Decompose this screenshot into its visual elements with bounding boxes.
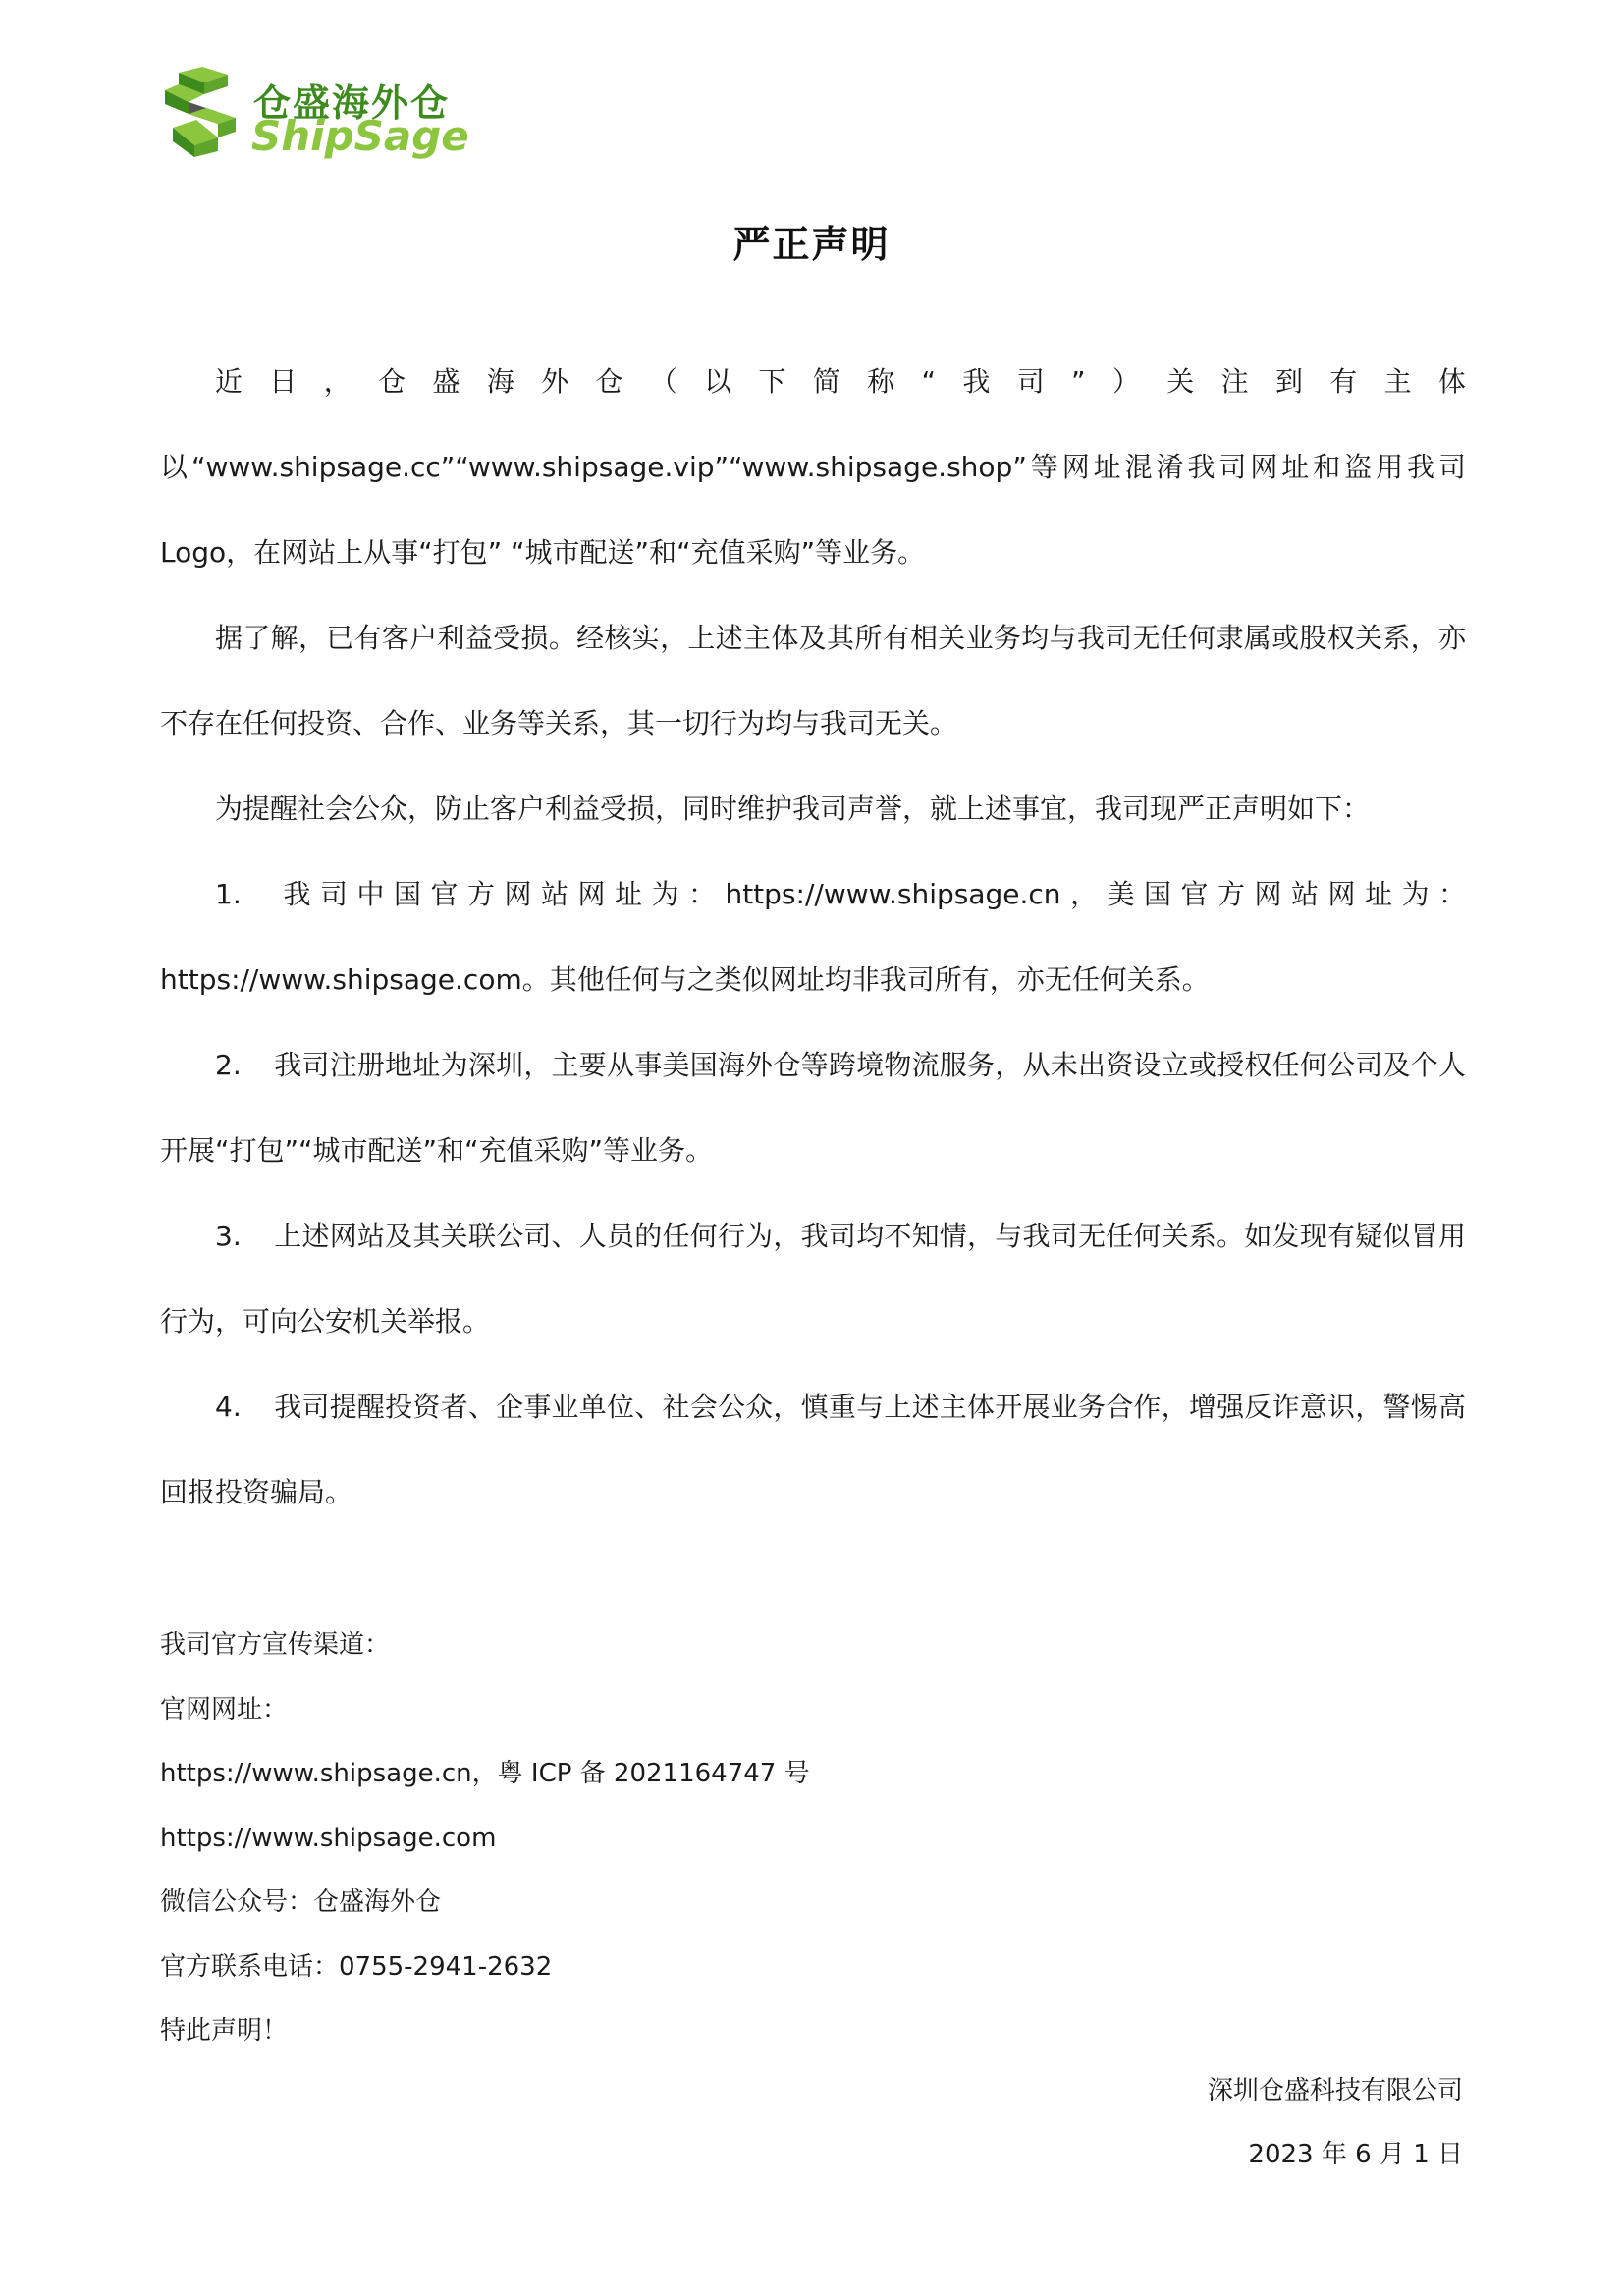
list-item-text: 我司注册地址为深圳，主要从事美国海外仓等跨境物流服务，从未出资设立或授权任何公司及个人开展“打包”“城市配送”和“充值采购”等业务。 [160, 1049, 1466, 1167]
list-item [160, 851, 1466, 1022]
official-channels [160, 1613, 1466, 2064]
statement-date: 2023 年 6 月 1 日 [1248, 2140, 1463, 2169]
paragraph-intro: 近日，仓盛海外仓（以下简称“我司”）关注到有主体以“www.shipsage.cc”“www.shipsage.vip”“www.shipsage.shop”等网址混淆我司网址和盗用我司 Logo，在网站上从事“打包” “城市配送”和“充值采购”等业务。 [160, 365, 1466, 569]
list-item-text: 上述网站及其关联公司、人员的任何行为，我司均不知情，与我司无任何关系。如发现有疑似冒用行为，可向公安机关举报。 [160, 1220, 1466, 1338]
list-item-number: 4. [215, 1391, 242, 1423]
list-item [160, 1193, 1466, 1364]
wechat-account: 微信公众号：仓盛海外仓 [160, 1887, 442, 1917]
paragraph-findings: 据了解，已有客户利益受损。经核实，上述主体及其所有相关业务均与我司无任何隶属或股权关系，亦不存在任何投资、合作、业务等关系，其一切行为均与我司无关。 [160, 622, 1466, 739]
list-item-number: 1. [215, 878, 242, 910]
page-title: 严正声明 [732, 223, 891, 266]
list-item [160, 1022, 1466, 1193]
channels-heading: 我司官方宣传渠道： [160, 1630, 391, 1660]
logo-name-cn: 仓盛海外仓 [253, 82, 451, 125]
closing-statement: 特此声明！ [160, 2016, 289, 2046]
statement-body [160, 339, 1466, 1535]
website-us: https://www.shipsage.com [160, 1823, 497, 1853]
list-item-text: 我司提醒投资者、企事业单位、社会公众，慎重与上述主体开展业务合作，增强反诈意识，警惕高回报投资骗局。 [160, 1391, 1466, 1508]
website-cn: https://www.shipsage.cn，粤 ICP 备 2021164747 号 [160, 1759, 810, 1788]
shipsage-s-cube-logo-icon [159, 67, 242, 165]
contact-phone: 官方联系电话：0755-2941-2632 [160, 1951, 553, 1982]
website-label: 官网网址： [160, 1694, 289, 1724]
paragraph-declaration: 为提醒社会公众，防止客户利益受损，同时维护我司声誉，就上述事宜，我司现严正声明如下： [215, 793, 1371, 825]
list-item [160, 1364, 1466, 1535]
list-item-number: 3. [215, 1220, 242, 1252]
shipsage-logo [159, 67, 469, 165]
list-item-number: 2. [215, 1049, 242, 1081]
logo-name-en: ShipSage [251, 112, 469, 160]
signature [1208, 2059, 1463, 2187]
company-name: 深圳仓盛科技有限公司 [1207, 2076, 1463, 2105]
list-item-text: 我司中国官方网站网址为：https://www.shipsage.cn，美国官方网站网址为：https://www.shipsage.com。其他任何与之类似网址均非我司所有，亦无任何关系。 [160, 878, 1466, 996]
